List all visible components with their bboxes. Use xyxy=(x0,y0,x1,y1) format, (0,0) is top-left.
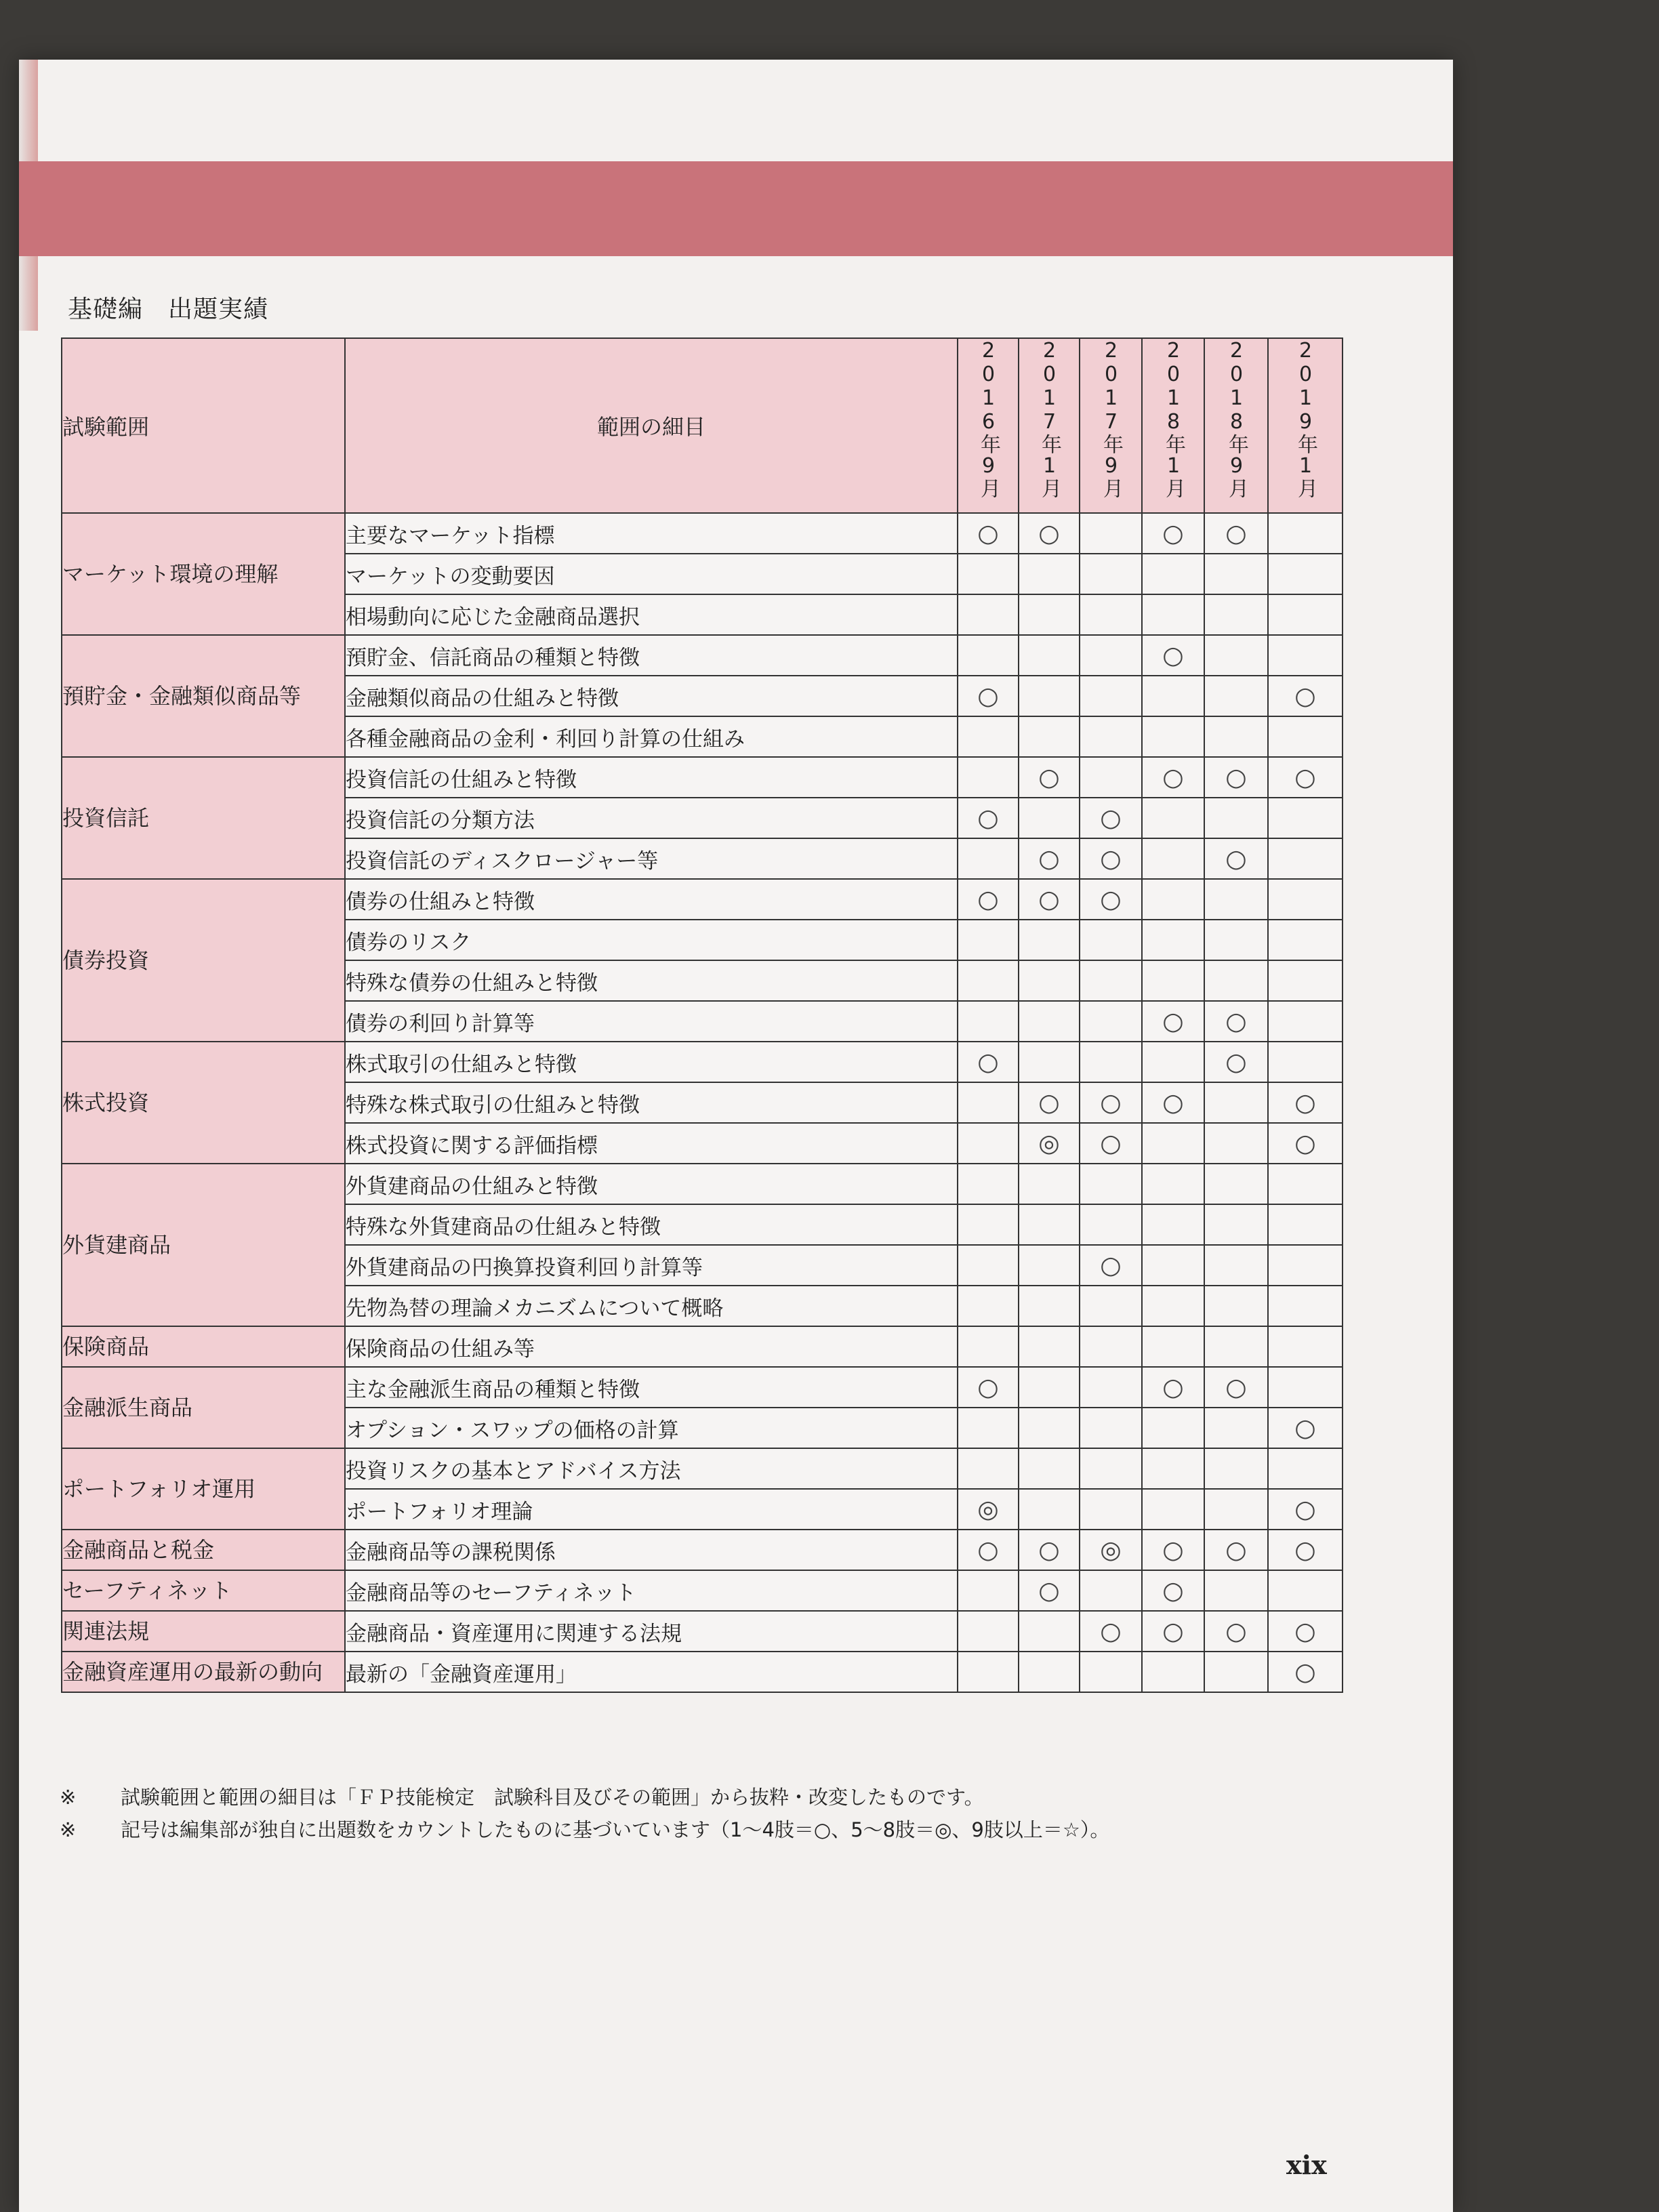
mark-cell xyxy=(1204,1204,1268,1245)
mark-cell xyxy=(1142,554,1204,594)
detail-cell: 投資リスクの基本とアドバイス方法 xyxy=(345,1448,958,1489)
mark-cell xyxy=(1142,1652,1204,1692)
mark-cell xyxy=(1080,1652,1142,1692)
table-row xyxy=(62,757,1343,798)
date-label: 2017年9月 xyxy=(1099,339,1123,498)
mark-cell: ○ xyxy=(1080,1123,1142,1164)
footnote-text: 記号は編集部が独自に出題数をカウントしたものに基づいています（1～4肢＝○、5～8肢＝◎、9肢以上＝☆）。 xyxy=(121,1818,1110,1841)
header-band xyxy=(19,161,1453,256)
date-label: 2018年9月 xyxy=(1225,339,1248,498)
mark-cell: ○ xyxy=(1142,1530,1204,1570)
mark-cell xyxy=(1080,594,1142,635)
mark-cell: ○ xyxy=(1268,1082,1343,1123)
mark-cell xyxy=(1142,716,1204,757)
mark-cell: ○ xyxy=(1019,879,1080,920)
mark-cell: ○ xyxy=(1268,1652,1343,1692)
mark-cell xyxy=(1142,1489,1204,1530)
table-row xyxy=(62,513,1343,554)
table-row xyxy=(62,1530,1343,1570)
results-table xyxy=(61,337,1343,1693)
mark-cell xyxy=(958,1204,1019,1245)
mark-cell xyxy=(1204,1408,1268,1448)
mark-cell xyxy=(958,635,1019,676)
date-label: 2018年1月 xyxy=(1162,339,1185,498)
mark-cell: ○ xyxy=(1268,1489,1343,1530)
mark-cell: ○ xyxy=(1268,1611,1343,1652)
mark-cell xyxy=(1204,1489,1268,1530)
mark-cell xyxy=(1142,1123,1204,1164)
mark-cell xyxy=(1204,1652,1268,1692)
mark-cell xyxy=(958,1001,1019,1042)
mark-cell xyxy=(1268,1570,1343,1611)
mark-cell xyxy=(1268,635,1343,676)
mark-cell: ○ xyxy=(1019,757,1080,798)
mark-cell: ○ xyxy=(1142,1082,1204,1123)
mark-cell xyxy=(1019,1611,1080,1652)
footnote xyxy=(60,1781,1381,1814)
mark-cell xyxy=(1142,798,1204,838)
mark-cell: ○ xyxy=(1142,1570,1204,1611)
detail-cell: 金融商品等の課税関係 xyxy=(345,1530,958,1570)
mark-cell xyxy=(1204,1448,1268,1489)
detail-cell: 保険商品の仕組み等 xyxy=(345,1326,958,1367)
mark-cell xyxy=(1204,879,1268,920)
mark-cell xyxy=(958,1408,1019,1448)
mark-cell xyxy=(1142,1448,1204,1489)
detail-cell: 債券のリスク xyxy=(345,920,958,960)
header-date xyxy=(1080,338,1142,513)
mark-cell xyxy=(1019,960,1080,1001)
mark-cell: ○ xyxy=(958,879,1019,920)
mark-cell xyxy=(1019,1286,1080,1326)
mark-cell xyxy=(1019,798,1080,838)
mark-cell xyxy=(1019,554,1080,594)
mark-cell xyxy=(958,1164,1019,1204)
mark-cell xyxy=(1019,594,1080,635)
detail-cell: 先物為替の理論メカニズムについて概略 xyxy=(345,1286,958,1326)
mark-cell: ○ xyxy=(1142,513,1204,554)
detail-cell: 主要なマーケット指標 xyxy=(345,513,958,554)
mark-cell xyxy=(1268,594,1343,635)
mark-cell xyxy=(1080,1570,1142,1611)
mark-cell: ○ xyxy=(1268,1123,1343,1164)
mark-cell xyxy=(958,1448,1019,1489)
mark-cell xyxy=(1204,1245,1268,1286)
mark-cell: ○ xyxy=(958,676,1019,716)
mark-cell xyxy=(958,920,1019,960)
footnotes xyxy=(60,1781,1381,1846)
mark-cell xyxy=(1080,1042,1142,1082)
mark-cell: ○ xyxy=(1204,1530,1268,1570)
detail-cell: 債券の利回り計算等 xyxy=(345,1001,958,1042)
mark-cell xyxy=(1268,554,1343,594)
table-row xyxy=(62,1652,1343,1692)
mark-cell xyxy=(1080,554,1142,594)
mark-cell: ○ xyxy=(1204,513,1268,554)
table-row xyxy=(62,1611,1343,1652)
scope-cell: 関連法規 xyxy=(62,1611,345,1652)
mark-cell xyxy=(1268,1245,1343,1286)
table-row xyxy=(62,1164,1343,1204)
detail-cell: 特殊な株式取引の仕組みと特徴 xyxy=(345,1082,958,1123)
mark-cell xyxy=(1142,1042,1204,1082)
mark-cell xyxy=(1142,920,1204,960)
detail-cell: 特殊な外貨建商品の仕組みと特徴 xyxy=(345,1204,958,1245)
mark-cell xyxy=(1268,798,1343,838)
scope-cell: ポートフォリオ運用 xyxy=(62,1448,345,1530)
detail-cell: ポートフォリオ理論 xyxy=(345,1489,958,1530)
mark-cell xyxy=(1080,920,1142,960)
mark-cell xyxy=(958,1082,1019,1123)
detail-cell: 特殊な債券の仕組みと特徴 xyxy=(345,960,958,1001)
mark-cell: ○ xyxy=(1204,1001,1268,1042)
mark-cell xyxy=(1142,676,1204,716)
detail-cell: 投資信託の分類方法 xyxy=(345,798,958,838)
mark-cell xyxy=(1268,716,1343,757)
mark-cell xyxy=(958,716,1019,757)
header-detail: 範囲の細目 xyxy=(345,338,958,513)
mark-cell xyxy=(1080,1489,1142,1530)
scope-cell: 債券投資 xyxy=(62,879,345,1042)
mark-cell xyxy=(1204,1164,1268,1204)
mark-cell xyxy=(1019,1489,1080,1530)
table-row xyxy=(62,1326,1343,1367)
mark-cell xyxy=(1080,1204,1142,1245)
scope-cell: 金融資産運用の最新の動向 xyxy=(62,1652,345,1692)
mark-cell xyxy=(1142,1164,1204,1204)
detail-cell: 最新の「金融資産運用」 xyxy=(345,1652,958,1692)
mark-cell xyxy=(1204,716,1268,757)
mark-cell xyxy=(1268,838,1343,879)
mark-cell: ○ xyxy=(1019,1530,1080,1570)
mark-cell xyxy=(1019,1245,1080,1286)
mark-cell xyxy=(1268,1448,1343,1489)
mark-cell xyxy=(1019,1448,1080,1489)
detail-cell: 債券の仕組みと特徴 xyxy=(345,879,958,920)
mark-cell xyxy=(958,1286,1019,1326)
mark-cell: ○ xyxy=(1204,838,1268,879)
detail-cell: 金融商品・資産運用に関連する法規 xyxy=(345,1611,958,1652)
mark-cell xyxy=(1204,1286,1268,1326)
scope-cell: 保険商品 xyxy=(62,1326,345,1367)
detail-cell: 金融類似商品の仕組みと特徴 xyxy=(345,676,958,716)
mark-cell xyxy=(1142,1286,1204,1326)
detail-cell: 外貨建商品の仕組みと特徴 xyxy=(345,1164,958,1204)
mark-cell xyxy=(1019,716,1080,757)
mark-cell: ◎ xyxy=(1080,1530,1142,1570)
mark-cell xyxy=(1204,798,1268,838)
table-body xyxy=(62,513,1343,1692)
mark-cell xyxy=(1268,1326,1343,1367)
mark-cell xyxy=(1019,1001,1080,1042)
mark-cell: ○ xyxy=(1204,1367,1268,1408)
mark-cell xyxy=(1019,1408,1080,1448)
footnote-symbol: ※ xyxy=(60,1786,77,1809)
table-row xyxy=(62,635,1343,676)
mark-cell xyxy=(1268,1204,1343,1245)
mark-cell xyxy=(958,1570,1019,1611)
mark-cell: ○ xyxy=(1142,757,1204,798)
mark-cell xyxy=(1268,960,1343,1001)
table-row xyxy=(62,1448,1343,1489)
mark-cell xyxy=(958,1326,1019,1367)
mark-cell xyxy=(1080,757,1142,798)
mark-cell xyxy=(1268,920,1343,960)
mark-cell xyxy=(958,1123,1019,1164)
mark-cell xyxy=(958,838,1019,879)
mark-cell xyxy=(1204,1082,1268,1123)
header-scope: 試験範囲 xyxy=(62,338,345,513)
mark-cell xyxy=(958,960,1019,1001)
detail-cell: 株式投資に関する評価指標 xyxy=(345,1123,958,1164)
scope-cell: 外貨建商品 xyxy=(62,1164,345,1326)
mark-cell xyxy=(958,594,1019,635)
section-title: 基礎編 出題実績 xyxy=(68,295,269,323)
mark-cell xyxy=(1019,1367,1080,1408)
date-label: 2019年1月 xyxy=(1294,339,1317,498)
mark-cell xyxy=(1142,838,1204,879)
mark-cell xyxy=(1080,1001,1142,1042)
mark-cell: ○ xyxy=(1080,879,1142,920)
mark-cell xyxy=(1080,513,1142,554)
mark-cell xyxy=(1204,554,1268,594)
header-row xyxy=(62,338,1343,513)
detail-cell: 主な金融派生商品の種類と特徴 xyxy=(345,1367,958,1408)
date-label: 2016年9月 xyxy=(977,339,1000,498)
mark-cell xyxy=(1204,960,1268,1001)
detail-cell: 金融商品等のセーフティネット xyxy=(345,1570,958,1611)
mark-cell: ○ xyxy=(1019,838,1080,879)
mark-cell: ◎ xyxy=(958,1489,1019,1530)
header-date xyxy=(1268,338,1343,513)
mark-cell xyxy=(1268,879,1343,920)
scope-cell: 金融商品と税金 xyxy=(62,1530,345,1570)
mark-cell xyxy=(1019,1042,1080,1082)
mark-cell xyxy=(1268,1367,1343,1408)
scope-cell: セーフティネット xyxy=(62,1570,345,1611)
mark-cell: ○ xyxy=(1142,1367,1204,1408)
mark-cell: ○ xyxy=(1080,798,1142,838)
mark-cell xyxy=(1019,1326,1080,1367)
header-date xyxy=(958,338,1019,513)
mark-cell xyxy=(1204,1123,1268,1164)
mark-cell: ○ xyxy=(1268,1408,1343,1448)
mark-cell xyxy=(1268,1286,1343,1326)
detail-cell: 株式取引の仕組みと特徴 xyxy=(345,1042,958,1082)
mark-cell xyxy=(1268,513,1343,554)
mark-cell: ○ xyxy=(1204,1042,1268,1082)
detail-cell: 投資信託の仕組みと特徴 xyxy=(345,757,958,798)
mark-cell: ○ xyxy=(1268,757,1343,798)
mark-cell: ○ xyxy=(1019,513,1080,554)
mark-cell xyxy=(1204,676,1268,716)
mark-cell xyxy=(1142,960,1204,1001)
mark-cell xyxy=(1142,879,1204,920)
mark-cell xyxy=(1080,1326,1142,1367)
mark-cell xyxy=(958,1652,1019,1692)
mark-cell: ○ xyxy=(1080,1611,1142,1652)
mark-cell xyxy=(958,757,1019,798)
mark-cell xyxy=(1268,1001,1343,1042)
header-date xyxy=(1204,338,1268,513)
header-date xyxy=(1019,338,1080,513)
mark-cell: ○ xyxy=(1080,838,1142,879)
mark-cell: ○ xyxy=(1204,1611,1268,1652)
mark-cell xyxy=(1080,1367,1142,1408)
table-row xyxy=(62,1367,1343,1408)
mark-cell: ○ xyxy=(1019,1082,1080,1123)
mark-cell: ○ xyxy=(1142,1611,1204,1652)
footnote-text: 試験範囲と範囲の細目は「ＦＰ技能検定 試験科目及びその範囲」から抜粋・改変したものです。 xyxy=(121,1786,984,1809)
scope-cell: マーケット環境の理解 xyxy=(62,513,345,635)
scope-cell: 投資信託 xyxy=(62,757,345,879)
scope-cell: 株式投資 xyxy=(62,1042,345,1164)
footnote xyxy=(60,1814,1381,1846)
mark-cell: ○ xyxy=(1080,1245,1142,1286)
mark-cell: ○ xyxy=(1268,676,1343,716)
mark-cell xyxy=(1019,635,1080,676)
detail-cell: 相場動向に応じた金融商品選択 xyxy=(345,594,958,635)
mark-cell xyxy=(1204,594,1268,635)
header-date xyxy=(1142,338,1204,513)
detail-cell: 投資信託のディスクロージャー等 xyxy=(345,838,958,879)
mark-cell xyxy=(958,1245,1019,1286)
mark-cell xyxy=(1080,1164,1142,1204)
mark-cell: ○ xyxy=(1204,757,1268,798)
detail-cell: オプション・スワップの価格の計算 xyxy=(345,1408,958,1448)
mark-cell xyxy=(1019,920,1080,960)
mark-cell xyxy=(1268,1042,1343,1082)
mark-cell: ○ xyxy=(958,1042,1019,1082)
mark-cell xyxy=(1204,635,1268,676)
mark-cell xyxy=(958,1611,1019,1652)
mark-cell xyxy=(1080,960,1142,1001)
footnote-symbol: ※ xyxy=(60,1818,77,1841)
table-row xyxy=(62,879,1343,920)
mark-cell xyxy=(1142,1326,1204,1367)
scope-cell: 預貯金・金融類似商品等 xyxy=(62,635,345,757)
mark-cell xyxy=(1019,1164,1080,1204)
detail-cell: 外貨建商品の円換算投資利回り計算等 xyxy=(345,1245,958,1286)
detail-cell: マーケットの変動要因 xyxy=(345,554,958,594)
mark-cell xyxy=(958,554,1019,594)
mark-cell xyxy=(1019,1204,1080,1245)
mark-cell xyxy=(1142,1408,1204,1448)
book-page xyxy=(19,60,1453,2212)
mark-cell: ○ xyxy=(958,513,1019,554)
mark-cell: ○ xyxy=(958,1530,1019,1570)
scope-cell: 金融派生商品 xyxy=(62,1367,345,1448)
detail-cell: 預貯金、信託商品の種類と特徴 xyxy=(345,635,958,676)
mark-cell xyxy=(1204,920,1268,960)
table-row xyxy=(62,1042,1343,1082)
mark-cell xyxy=(1268,1164,1343,1204)
mark-cell xyxy=(1080,676,1142,716)
mark-cell xyxy=(1080,1286,1142,1326)
mark-cell: ○ xyxy=(958,798,1019,838)
mark-cell: ○ xyxy=(1080,1082,1142,1123)
mark-cell xyxy=(1142,1245,1204,1286)
mark-cell xyxy=(1204,1570,1268,1611)
mark-cell xyxy=(1019,1652,1080,1692)
mark-cell: ○ xyxy=(1019,1570,1080,1611)
mark-cell xyxy=(1019,676,1080,716)
page-number: xix xyxy=(1286,2150,1327,2180)
mark-cell: ○ xyxy=(1268,1530,1343,1570)
mark-cell: ◎ xyxy=(1019,1123,1080,1164)
mark-cell: ○ xyxy=(1142,635,1204,676)
mark-cell xyxy=(1080,635,1142,676)
mark-cell xyxy=(1142,1204,1204,1245)
date-label: 2017年1月 xyxy=(1038,339,1061,498)
table-row xyxy=(62,1570,1343,1611)
detail-cell: 各種金融商品の金利・利回り計算の仕組み xyxy=(345,716,958,757)
mark-cell xyxy=(1204,1326,1268,1367)
mark-cell: ○ xyxy=(1142,1001,1204,1042)
mark-cell: ○ xyxy=(958,1367,1019,1408)
mark-cell xyxy=(1080,1448,1142,1489)
mark-cell xyxy=(1142,594,1204,635)
mark-cell xyxy=(1080,1408,1142,1448)
mark-cell xyxy=(1080,716,1142,757)
